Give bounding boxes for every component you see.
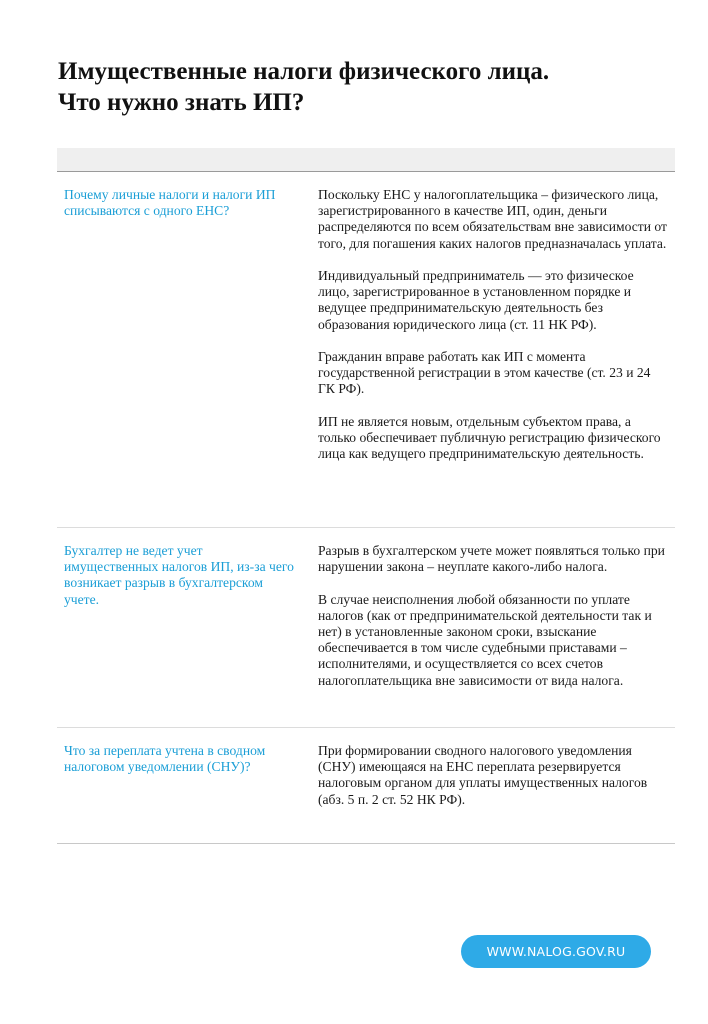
page-title bbox=[58, 56, 658, 118]
table-header-bar bbox=[57, 148, 675, 172]
qa-table bbox=[57, 148, 675, 844]
website-url: WWW.NALOG.GOV.RU bbox=[486, 944, 626, 959]
page-title-line-2: Что нужно знать ИП? bbox=[58, 89, 305, 116]
question-3: Что за переплата учтена в сводном налоговом уведомлении (СНУ)? bbox=[64, 743, 266, 775]
answer-2-paragraph-1: Разрыв в бухгалтерском учете может появляться только при нарушении закона – неуплате какого-либо налога. bbox=[318, 543, 665, 575]
question-1: Почему личные налоги и налоги ИП списываются с одного ЕНС? bbox=[64, 187, 276, 219]
answer-1-paragraph-2: Индивидуальный предприниматель — это физическое лицо, зарегистрированное в установленном порядке и ведущее предпринимательскую деятельность без образования юридического лица (ст. 11 НК РФ). bbox=[318, 268, 634, 332]
answer-2 bbox=[312, 543, 668, 727]
page-title-line-1: Имущественные налоги физического лица. bbox=[58, 58, 550, 85]
answer-1 bbox=[312, 187, 668, 527]
answer-1-paragraph-1: Поскольку ЕНС у налогоплательщика – физического лица, зарегистрированного в качестве ИП, один, деньги распределяются по всем обязательствам вне зависимости от того, для погашения каких налогов предназначалась уплата. bbox=[318, 187, 667, 251]
answer-3 bbox=[312, 743, 668, 843]
question-2: Бухгалтер не ведет учет имущественных налогов ИП, из-за чего возникает разрыв в бухгалтерском учете. bbox=[64, 543, 294, 607]
answer-1-paragraph-4: ИП не является новым, отдельным субъектом права, а только обеспечивает публичную регистрацию физического лица как ведущего предпринимательскую деятельность. bbox=[318, 413, 661, 462]
answer-3-paragraph-1: При формировании сводного налогового уведомления (СНУ) имеющаяся на ЕНС переплата резервируется налоговым органом для уплаты имущественных налогов (абз. 5 п. 2 ст. 52 НК РФ). bbox=[318, 743, 648, 807]
qa-row-1 bbox=[57, 172, 675, 528]
answer-2-paragraph-2: В случае неисполнения любой обязанности по уплате налогов (как от предпринимательской деятельности так и нет) в установленные законом сроки, взыскание обеспечивается в том числе судебными приставами – исполнителями, и осуществляется со всех счетов налогоплательщика вне зависимости от вида налога. bbox=[318, 591, 652, 688]
qa-row-2 bbox=[57, 528, 675, 728]
answer-1-paragraph-3: Гражданин вправе работать как ИП с момента государственной регистрации в этом качестве (ст. 23 и 24 ГК РФ). bbox=[318, 349, 651, 397]
qa-row-3 bbox=[57, 728, 675, 844]
website-badge bbox=[461, 935, 651, 968]
